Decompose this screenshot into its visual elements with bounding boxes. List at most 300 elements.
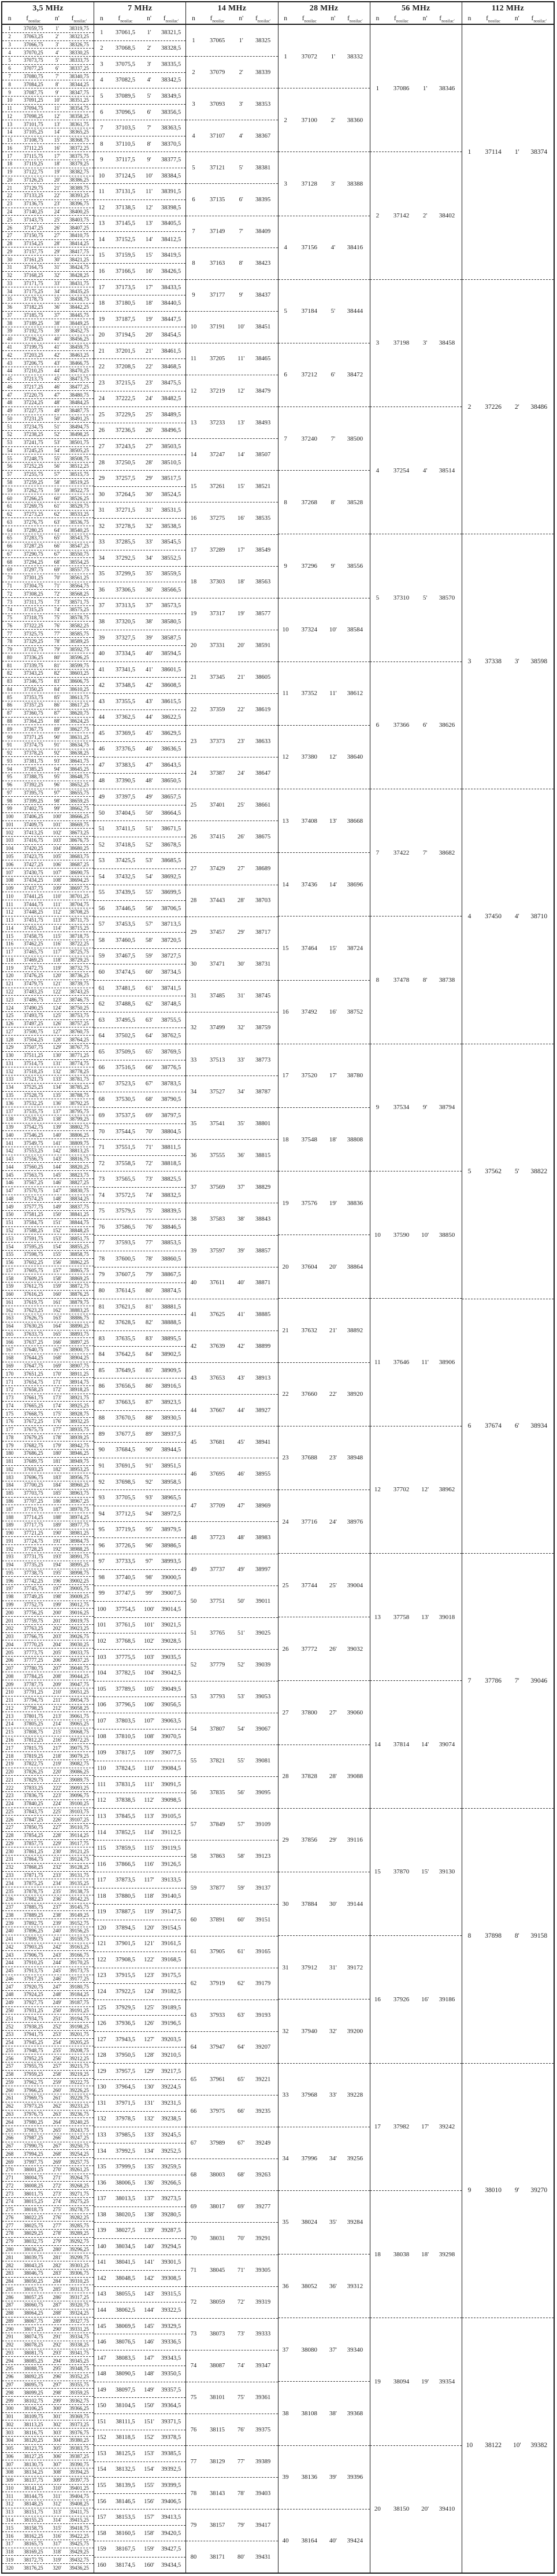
carrier-frequency-value: 38018,75: [23, 2207, 43, 2213]
channel-row: [2, 264, 94, 272]
n-value: 102: [96, 1638, 106, 1644]
n-value: 7: [284, 435, 287, 442]
carrier-frequency-prime-value: 38792,25: [69, 1100, 89, 1106]
carrier-frequency-prime-value: 38332: [347, 53, 363, 60]
carrier-frequency-value: 37864,75: [23, 1856, 43, 1862]
carrier-frequency-prime-value: 38913: [255, 1375, 271, 1382]
carrier-frequency-value: 37415: [209, 833, 225, 840]
carrier-frequency-value: 37597: [209, 1248, 225, 1255]
carrier-frequency-prime-value: 38668: [347, 817, 363, 825]
carrier-frequency-prime-value: 39186: [439, 1995, 455, 2003]
carrier-frequency-value: 37436: [301, 881, 318, 888]
n-prime-value: 88': [145, 1415, 153, 1422]
n-prime-value: 144': [144, 2307, 154, 2313]
carrier-frequency-value: 37710,75: [23, 1506, 43, 1512]
carrier-frequency-value: 38043,25: [23, 2262, 43, 2268]
channel-row: [2, 1545, 94, 1553]
n-prime-value: 28': [54, 241, 61, 247]
n-value: 87: [98, 1399, 105, 1406]
n-prime-value: 22': [54, 193, 61, 199]
n-prime-value: 20': [237, 642, 245, 649]
carrier-frequency-prime-value: 39011: [255, 1598, 271, 1605]
n-prime-value: 125': [144, 2004, 154, 2011]
channel-row: [2, 972, 94, 980]
n-prime-value: 27': [329, 1709, 337, 1717]
n-value: 289: [5, 2318, 14, 2324]
channel-row: [2, 622, 94, 630]
carrier-frequency-value: 37378,25: [23, 750, 43, 756]
n-prime-value: 281': [53, 2254, 62, 2260]
channel-row: [186, 1076, 277, 1108]
n-prime-value: 276': [53, 2214, 62, 2220]
n-value: 276: [5, 2214, 14, 2220]
n-prime-value: 303': [53, 2429, 62, 2435]
n-prime-value: 17': [237, 547, 245, 554]
n-prime-value: 2': [55, 34, 59, 40]
carrier-frequency-value: 38017: [209, 2203, 225, 2210]
n-value: 128: [5, 1036, 14, 1043]
channel-row: [278, 152, 370, 216]
n-prime-value: 23': [145, 379, 153, 386]
carrier-frequency-prime-value: 39336,5: [161, 2339, 181, 2346]
n-value: 4: [192, 132, 195, 139]
carrier-frequency-prime-value: 39361: [255, 2394, 271, 2401]
n-prime-value: 220': [53, 1769, 62, 1775]
n-prime-value: 178': [53, 1434, 62, 1440]
n-value: 179: [5, 1442, 14, 1448]
carrier-frequency-prime-value: 38396,75: [69, 201, 89, 207]
carrier-frequency-value: 37226: [485, 403, 502, 411]
carrier-frequency-prime-value: 39035,5: [161, 1654, 181, 1661]
carrier-frequency-prime-value: 39060: [347, 1709, 363, 1717]
n-prime-value: 42': [145, 682, 153, 689]
n-value: 305: [5, 2445, 14, 2452]
channel-row: [370, 152, 462, 279]
carrier-frequency-value: 37502,5: [115, 1033, 135, 1040]
n-prime-value: 293': [53, 2349, 62, 2356]
carrier-frequency-value: 37920,75: [23, 1983, 43, 1990]
carrier-frequency-value: 37266,25: [23, 495, 43, 501]
channel-row: [94, 869, 185, 885]
n-value: 19: [282, 1199, 289, 1207]
carrier-frequency-value: 37334,5: [115, 651, 135, 657]
carrier-frequency-prime-value: 38500: [347, 435, 363, 442]
channel-row: [2, 1115, 94, 1123]
n-value: 240: [5, 1928, 14, 1934]
n-prime-value: 69': [237, 2203, 245, 2210]
channel-row: [2, 1147, 94, 1155]
carrier-frequency-value: 37637,25: [23, 1339, 43, 1345]
n-value: 121: [5, 981, 14, 987]
channel-row: [2, 598, 94, 606]
channel-row: [186, 2191, 277, 2223]
n-value: 159: [5, 1283, 14, 1289]
n-prime-value: 61': [54, 503, 61, 509]
channel-row: [2, 256, 94, 264]
carrier-frequency-value: 37913,75: [23, 1968, 43, 1974]
carrier-frequency-value: 37122,75: [23, 169, 43, 175]
channel-row: [2, 447, 94, 455]
carrier-frequency-prime-value: 38409: [255, 228, 271, 235]
carrier-frequency-value: 37115,75: [24, 153, 43, 159]
carrier-frequency-value: 37744: [301, 1581, 318, 1589]
n-prime-value: 282': [53, 2262, 62, 2268]
channel-row: [2, 534, 94, 542]
channel-row: [2, 511, 94, 519]
channel-row: [94, 471, 185, 487]
channel-row: [186, 1363, 277, 1395]
n-value: 54: [7, 447, 13, 453]
n-value: 37: [7, 312, 13, 318]
n-prime-value: 124': [53, 1004, 62, 1011]
channel-row: [2, 1067, 94, 1076]
n-value: 56: [7, 463, 13, 470]
n-value: 6: [467, 1422, 471, 1430]
carrier-frequency-prime-value: 39362,75: [69, 2397, 89, 2404]
channel-row: [2, 1553, 94, 1561]
n-prime-value: 129': [144, 2068, 154, 2075]
channel-row: [94, 2064, 185, 2080]
channel-row: [94, 2557, 185, 2573]
channel-row: [2, 1601, 94, 1609]
channel-row: [186, 1745, 277, 1777]
n-value: 43: [190, 1375, 197, 1382]
carrier-frequency-value: 37693,25: [23, 1466, 43, 1472]
n-value: 16: [98, 268, 105, 275]
carrier-frequency-value: 37402,75: [23, 805, 43, 812]
n-value: 125: [96, 2004, 106, 2011]
carrier-frequency-prime-value: 38900,75: [69, 1347, 89, 1353]
channel-row: [2, 97, 94, 105]
channel-row: [94, 964, 185, 981]
carrier-frequency-prime-value: 39007,5: [161, 1590, 181, 1597]
carrier-frequency-prime-value: 38689: [255, 865, 271, 872]
n-value: 57: [98, 921, 105, 928]
channel-row: [2, 1322, 94, 1330]
n-prime-value: 40': [145, 651, 153, 657]
carrier-frequency-prime-value: 38678,5: [161, 841, 181, 848]
n-value: 6: [100, 109, 103, 116]
carrier-frequency-prime-value: 39226,25: [69, 2087, 89, 2093]
carrier-frequency-value: 37467,5: [115, 953, 135, 960]
channel-row: [2, 630, 94, 638]
carrier-frequency-value: 37453,5: [115, 921, 135, 928]
col-header-f-carrier: $f_{nosilac}$: [393, 15, 409, 24]
n-prime-value: 240': [53, 1928, 62, 1934]
channel-row: [94, 901, 185, 917]
carrier-frequency-prime-value: 38550,75: [69, 550, 89, 557]
n-value: 129: [5, 1044, 14, 1051]
n-prime-value: 198': [53, 1594, 62, 1600]
carrier-frequency-value: 37495,5: [115, 1017, 135, 1023]
carrier-frequency-value: 37861,25: [23, 1848, 43, 1854]
n-prime-value: 42': [54, 352, 61, 358]
channel-row: [94, 407, 185, 423]
carrier-frequency-prime-value: 39165: [255, 1949, 271, 1956]
carrier-frequency-prime-value: 38783,5: [161, 1080, 181, 1087]
carrier-frequency-prime-value: 38641,75: [69, 757, 89, 764]
n-value: 80: [190, 2553, 197, 2560]
n-prime-value: 95': [54, 774, 61, 780]
n-prime-value: 45': [237, 1439, 245, 1446]
carrier-frequency-value: 37513: [209, 1056, 225, 1063]
band-rows: [462, 25, 554, 2573]
n-prime-value: 65': [145, 1048, 153, 1055]
carrier-frequency-value: 37530,5: [115, 1096, 135, 1103]
n-value: 38: [7, 320, 13, 326]
n-value: 17: [282, 1072, 289, 1080]
carrier-frequency-prime-value: 38459,75: [69, 344, 89, 350]
carrier-frequency-value: 38172,75: [23, 2556, 43, 2563]
carrier-frequency-prime-value: 39296,25: [69, 2246, 89, 2252]
carrier-frequency-prime-value: 38489,5: [161, 411, 181, 418]
n-value: 138: [5, 1116, 14, 1122]
n-prime-value: 52': [145, 841, 153, 848]
channel-row: [2, 463, 94, 471]
channel-row: [2, 1720, 94, 1728]
carrier-frequency-prime-value: 39198,25: [69, 2023, 89, 2030]
n-prime-value: 126': [53, 1021, 62, 1027]
carrier-frequency-prime-value: 39130: [439, 1868, 455, 1876]
n-value: 158: [96, 2530, 106, 2537]
band-rows: [278, 25, 370, 2573]
channel-row: [186, 567, 277, 598]
carrier-frequency-value: 37943,5: [115, 2036, 135, 2043]
carrier-frequency-value: 37366: [393, 722, 410, 729]
n-value: 174: [5, 1402, 14, 1409]
channel-row: [94, 2016, 185, 2032]
n-value: 37: [282, 2346, 289, 2353]
carrier-frequency-value: 37439,5: [115, 889, 135, 896]
n-value: 246: [5, 1975, 14, 1982]
n-value: 47: [7, 391, 13, 398]
n-prime-value: 35': [329, 2219, 337, 2226]
n-value: 78: [7, 638, 13, 645]
carrier-frequency-value: 37565,5: [115, 1176, 135, 1183]
carrier-frequency-value: 37429: [209, 865, 225, 872]
carrier-frequency-prime-value: 39429,25: [69, 2549, 89, 2555]
n-prime-value: 33': [54, 280, 61, 286]
n-prime-value: 148': [144, 2371, 154, 2378]
channel-row: [2, 2460, 94, 2468]
carrier-frequency-value: 37595,25: [23, 1243, 43, 1250]
n-value: 70: [7, 575, 13, 581]
n-prime-value: 48': [145, 778, 153, 785]
n-value: 167: [5, 1347, 14, 1353]
carrier-frequency-value: 37576: [301, 1199, 318, 1207]
carrier-frequency-prime-value: 38844,75: [69, 1219, 89, 1226]
carrier-frequency-prime-value: 39095: [255, 1789, 271, 1796]
n-prime-value: 45': [145, 730, 153, 737]
carrier-frequency-value: 37129,75: [23, 184, 43, 191]
n-value: 254: [5, 2039, 14, 2046]
n-value: 317: [5, 2541, 14, 2547]
carrier-frequency-prime-value: 39418,75: [69, 2525, 89, 2531]
n-prime-value: 256': [53, 2055, 62, 2061]
n-value: 27: [98, 443, 105, 450]
carrier-frequency-prime-value: 38570: [439, 594, 455, 602]
carrier-frequency-prime-value: 38587,5: [161, 634, 181, 641]
carrier-frequency-prime-value: 38724: [347, 944, 363, 952]
n-value: 154: [96, 2466, 106, 2473]
carrier-frequency-prime-value: 38920: [347, 1391, 363, 1398]
carrier-frequency-value: 37443: [209, 897, 225, 904]
carrier-frequency-value: 37441,25: [23, 893, 43, 899]
n-value: 136: [5, 1100, 14, 1106]
channel-row: [186, 1586, 277, 1618]
n-value: 5: [376, 594, 380, 602]
carrier-frequency-value: 38115: [210, 2426, 225, 2433]
n-value: 13: [282, 817, 289, 825]
channel-row: [2, 956, 94, 964]
carrier-frequency-prime-value: 38645,25: [69, 766, 89, 772]
carrier-frequency-prime-value: 38836: [347, 1199, 363, 1207]
carrier-frequency-prime-value: 38911,25: [69, 1370, 89, 1377]
carrier-frequency-value: 37707,25: [23, 1498, 43, 1505]
carrier-frequency-value: 38104,5: [115, 2403, 135, 2409]
n-value: 160: [5, 1291, 14, 1298]
carrier-frequency-prime-value: 39317,25: [69, 2294, 89, 2300]
carrier-frequency-value: 37156: [301, 244, 318, 252]
channel-row: [94, 614, 185, 630]
n-value: 42: [98, 682, 105, 689]
carrier-frequency-prime-value: 39231,5: [161, 2100, 181, 2106]
carrier-frequency-value: 38076,5: [115, 2339, 135, 2346]
carrier-frequency-prime-value: 39107,25: [69, 1816, 89, 1823]
carrier-frequency-prime-value: 38456,25: [69, 336, 89, 342]
channel-row: [2, 1330, 94, 1339]
carrier-frequency-prime-value: 39133,5: [161, 1877, 181, 1884]
channel-row: [278, 1554, 370, 1617]
n-value: 42: [7, 352, 13, 358]
channel-row: [2, 1362, 94, 1370]
channel-row: [462, 1299, 554, 1554]
carrier-frequency-prime-value: 39263: [255, 2171, 271, 2178]
n-value: 18: [282, 1136, 289, 1143]
n-prime-value: 268': [53, 2150, 62, 2157]
channel-row: [94, 1522, 185, 1538]
n-prime-value: 20': [54, 176, 61, 183]
carrier-frequency-value: 37528,75: [23, 1092, 43, 1098]
channel-row: [2, 2524, 94, 2532]
carrier-frequency-value: 37534: [393, 1104, 410, 1111]
n-value: 194: [5, 1562, 14, 1568]
carrier-frequency-prime-value: 39161,5: [161, 1941, 181, 1947]
carrier-frequency-prime-value: 38365,25: [69, 129, 89, 135]
carrier-frequency-prime-value: 38652,25: [69, 782, 89, 788]
channel-row: [2, 1450, 94, 1458]
channel-row: [2, 2492, 94, 2500]
n-prime-value: 3': [331, 180, 336, 187]
carrier-frequency-prime-value: 38729,25: [69, 956, 89, 963]
carrier-frequency-value: 38022,25: [23, 2214, 43, 2220]
channel-row: [2, 964, 94, 972]
carrier-frequency-prime-value: 39411,75: [69, 2509, 89, 2515]
channel-row: [2, 2285, 94, 2293]
carrier-frequency-prime-value: 38437: [255, 292, 271, 299]
channel-row: [2, 860, 94, 868]
n-value: 38: [98, 619, 105, 625]
carrier-frequency-value: 37187,5: [115, 316, 135, 323]
carrier-frequency-value: 38169,25: [23, 2549, 43, 2555]
n-value: 8: [8, 81, 11, 87]
carrier-frequency-value: 37859,5: [115, 1845, 135, 1852]
carrier-frequency-value: 37691,5: [115, 1462, 135, 1469]
carrier-frequency-value: 37135: [209, 197, 225, 204]
n-value: 135: [96, 2164, 106, 2171]
n-value: 88: [7, 718, 13, 724]
n-prime-value: 59': [54, 487, 61, 493]
carrier-frequency-prime-value: 38501,75: [69, 439, 89, 446]
n-prime-value: 98': [54, 797, 61, 804]
channel-row: [2, 1927, 94, 1935]
n-prime-value: 7': [422, 849, 428, 856]
carrier-frequency-prime-value: 38942,75: [69, 1442, 89, 1448]
n-value: 314: [5, 2517, 14, 2523]
channel-row: [2, 590, 94, 598]
carrier-frequency-value: 37787,75: [23, 1681, 43, 1687]
n-prime-value: 32': [329, 2027, 337, 2035]
n-prime-value: 120': [144, 1924, 154, 1931]
n-value: 101: [5, 821, 14, 827]
n-value: 2: [376, 212, 380, 220]
carrier-frequency-value: 37658,25: [23, 1387, 43, 1393]
channel-row: [94, 1633, 185, 1650]
n-value: 308: [5, 2469, 14, 2475]
channel-row: [278, 981, 370, 1044]
carrier-frequency-prime-value: 39259,5: [161, 2164, 181, 2171]
carrier-frequency-prime-value: 39299,75: [69, 2254, 89, 2260]
channel-row: [186, 152, 277, 184]
channel-row: [186, 1236, 277, 1267]
n-value: 235: [5, 1888, 14, 1894]
carrier-frequency-prime-value: 38776,5: [161, 1065, 181, 1071]
carrier-frequency-prime-value: 38941: [255, 1439, 271, 1446]
n-value: 124: [5, 1004, 14, 1011]
carrier-frequency-prime-value: 38710: [530, 912, 548, 920]
n-value: 18: [7, 161, 13, 167]
carrier-frequency-prime-value: 38486: [530, 403, 548, 411]
carrier-frequency-prime-value: 39053: [255, 1694, 271, 1701]
carrier-frequency-prime-value: 38787: [255, 1088, 271, 1095]
channel-row: [94, 1267, 185, 1284]
n-value: 90: [98, 1447, 105, 1454]
n-prime-value: 12': [145, 204, 153, 211]
carrier-frequency-prime-value: 39039: [255, 1662, 271, 1669]
carrier-frequency-prime-value: 39235: [255, 2108, 271, 2115]
carrier-frequency-prime-value: 39200: [347, 2027, 363, 2035]
channel-row: [94, 1395, 185, 1411]
carrier-frequency-prime-value: 39100,25: [69, 1801, 89, 1807]
n-value: 97: [98, 1558, 105, 1565]
carrier-frequency-prime-value: 38491,25: [69, 415, 89, 422]
n-value: 208: [5, 1673, 14, 1679]
channel-row: [2, 789, 94, 797]
n-value: 10: [190, 324, 197, 331]
carrier-frequency-prime-value: 39305: [255, 2267, 271, 2274]
n-prime-value: 39': [54, 328, 61, 334]
n-value: 92: [98, 1479, 105, 1485]
n-prime-value: 29': [237, 929, 245, 936]
channel-row: [94, 710, 185, 726]
n-value: 270: [5, 2167, 14, 2173]
carrier-frequency-value: 37765: [209, 1630, 225, 1637]
n-prime-value: 4': [514, 912, 519, 920]
n-value: 112: [97, 1797, 106, 1804]
channel-row: [2, 2015, 94, 2023]
carrier-frequency-prime-value: 38389,75: [69, 184, 89, 191]
carrier-frequency-prime-value: 38445,75: [69, 312, 89, 318]
